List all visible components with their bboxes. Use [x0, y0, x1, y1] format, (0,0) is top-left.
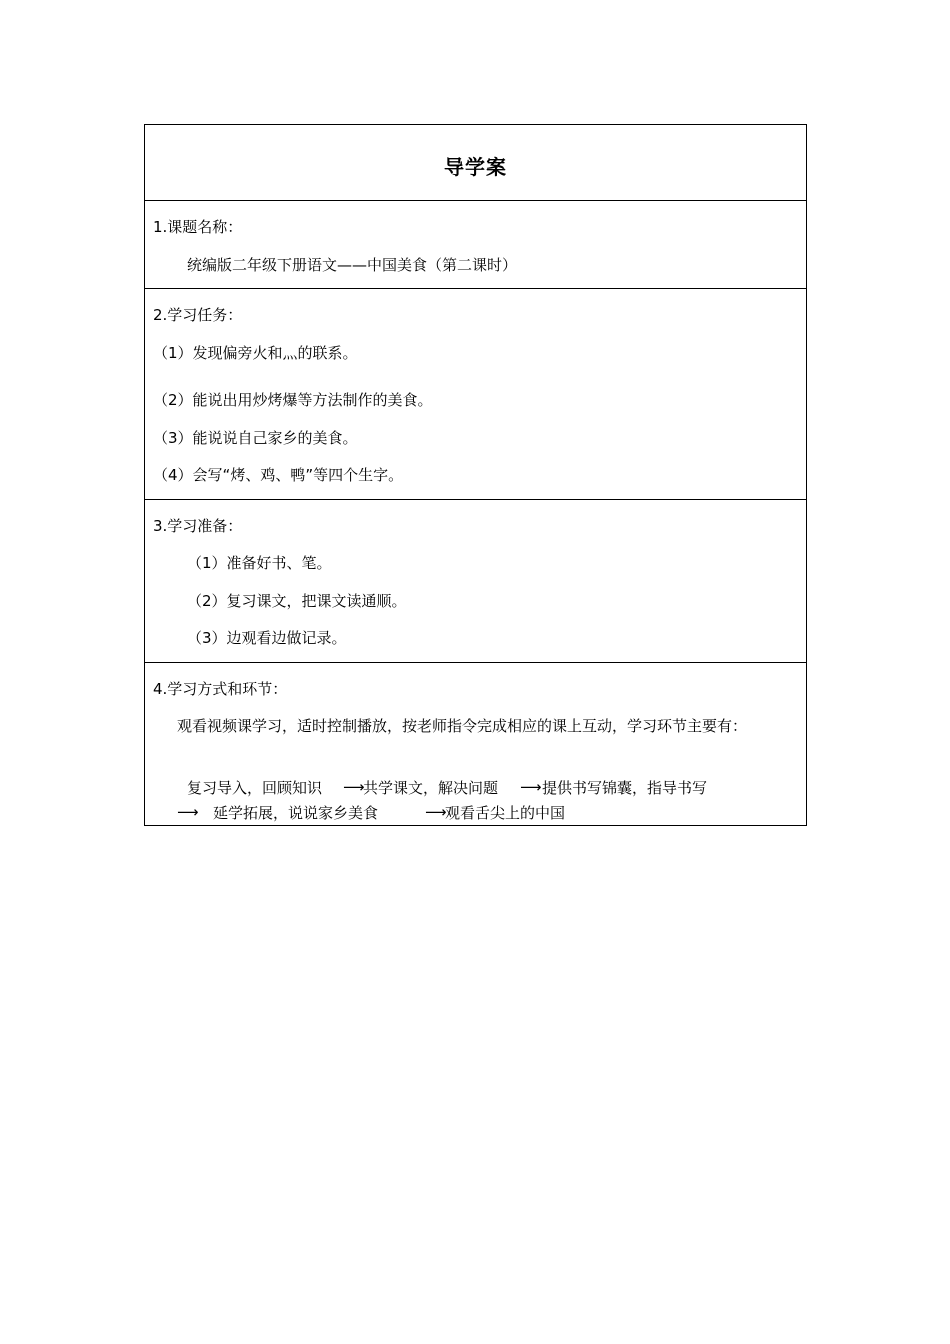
arrow-right-icon: ⟶	[343, 778, 365, 796]
list-item: （2）复习课文，把课文读通顺。	[187, 592, 407, 610]
process-step: 延学拓展，说说家乡美食	[213, 804, 379, 822]
section-learning-tasks	[145, 289, 806, 500]
arrow-right-icon: ⟶	[177, 803, 199, 821]
process-step: 复习导入，回顾知识	[187, 779, 323, 797]
study-guide-table	[144, 124, 807, 826]
section-heading: 1.课题名称：	[153, 218, 243, 236]
list-item: （3）边观看边做记录。	[187, 629, 347, 647]
list-item: （2）能说出用炒烤爆等方法制作的美食。	[153, 391, 433, 409]
arrow-right-icon: ⟶	[425, 803, 447, 821]
process-step: 共学课文，解决问题	[363, 779, 499, 797]
section-course-name	[145, 201, 806, 289]
process-intro: 观看视频课学习，适时控制播放，按老师指令完成相应的课上互动，学习环节主要有：	[177, 717, 748, 735]
title-row	[145, 125, 806, 201]
section-heading: 2.学习任务：	[153, 306, 243, 324]
page-title: 导学案	[444, 155, 507, 179]
list-item: （3）能说说自己家乡的美食。	[153, 429, 358, 447]
arrow-right-icon: ⟶	[520, 778, 542, 796]
course-name-text: 统编版二年级下册语文——中国美食（第二课时）	[187, 256, 518, 274]
list-item: （4）会写“烤、鸡、鸭”等四个生字。	[153, 466, 404, 484]
list-item: （1）准备好书、笔。	[187, 554, 332, 572]
process-step: 观看舌尖上的中国	[445, 804, 566, 822]
section-heading: 3.学习准备：	[153, 517, 243, 535]
process-step: 提供书写锦囊，指导书写	[542, 779, 708, 797]
list-item: （1）发现偏旁火和灬的联系。	[153, 344, 358, 362]
section-preparation	[145, 500, 806, 663]
section-heading: 4.学习方式和环节：	[153, 680, 288, 698]
section-learning-process	[145, 663, 806, 825]
